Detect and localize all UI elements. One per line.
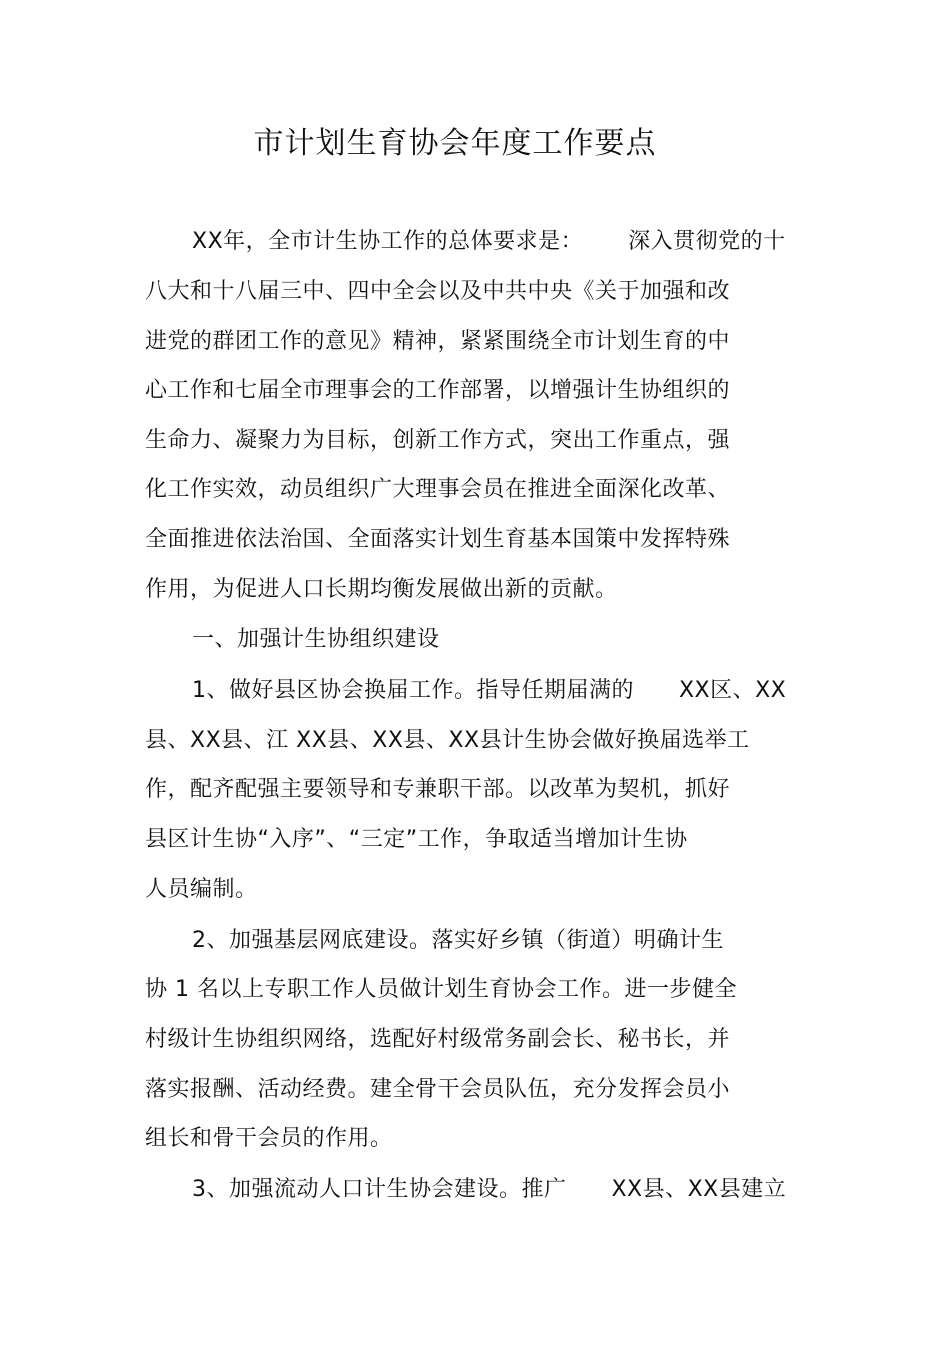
- paragraph-line: 2、加强基层网底建设。落实好乡镇（街道）明确计生: [192, 928, 724, 953]
- paragraph-line: 进党的群团工作的意见》精神，紧紧围绕全市计划生育的中: [145, 329, 731, 354]
- paragraph-line: 3、加强流动人口计生协会建设。推广 XX县、XX县建立: [192, 1177, 787, 1202]
- section-heading: 一、加强计生协组织建设: [192, 627, 440, 652]
- paragraph-line: 作，配齐配强主要领导和专兼职干部。以改革为契机，抓好: [145, 777, 731, 802]
- paragraph-line: 作用，为促进人口长期均衡发展做出新的贡献。: [145, 577, 618, 602]
- paragraph-line: 组长和骨干会员的作用。: [145, 1126, 393, 1151]
- paragraph-line: 村级计生协组织网络，选配好村级常务副会长、秘书长，并: [145, 1027, 731, 1052]
- paragraph-line: 县、XX县、江 XX县、XX县、XX县计生协会做好换届选举工: [145, 728, 750, 753]
- paragraph-line: XX年，全市计生协工作的总体要求是： 深入贯彻党的十: [192, 229, 786, 254]
- paragraph-line: 全面推进依法治国、全面落实计划生育基本国策中发挥特殊: [145, 527, 731, 552]
- paragraph-line: 县区计生协“入序”、“三定”工作，争取适当增加计生协: [145, 827, 688, 852]
- paragraph-line: 八大和十八届三中、四中全会以及中共中央《关于加强和改: [145, 279, 731, 304]
- paragraph-line: 协 1 名以上专职工作人员做计划生育协会工作。进一步健全: [145, 977, 737, 1002]
- document-title: 市计划生育协会年度工作要点: [253, 126, 657, 161]
- paragraph-line: 落实报酬、活动经费。建全骨干会员队伍，充分发挥会员小: [145, 1077, 731, 1102]
- paragraph-line: 人员编制。: [145, 877, 258, 902]
- paragraph-line: 心工作和七届全市理事会的工作部署，以增强计生协组织的: [145, 378, 731, 403]
- paragraph-line: 生命力、凝聚力为目标，创新工作方式，突出工作重点，强: [145, 428, 731, 453]
- paragraph-line: 化工作实效，动员组织广大理事会员在推进全面深化改革、: [145, 477, 731, 502]
- paragraph-line: 1、做好县区协会换届工作。指导任期届满的 XX区、XX: [192, 678, 787, 703]
